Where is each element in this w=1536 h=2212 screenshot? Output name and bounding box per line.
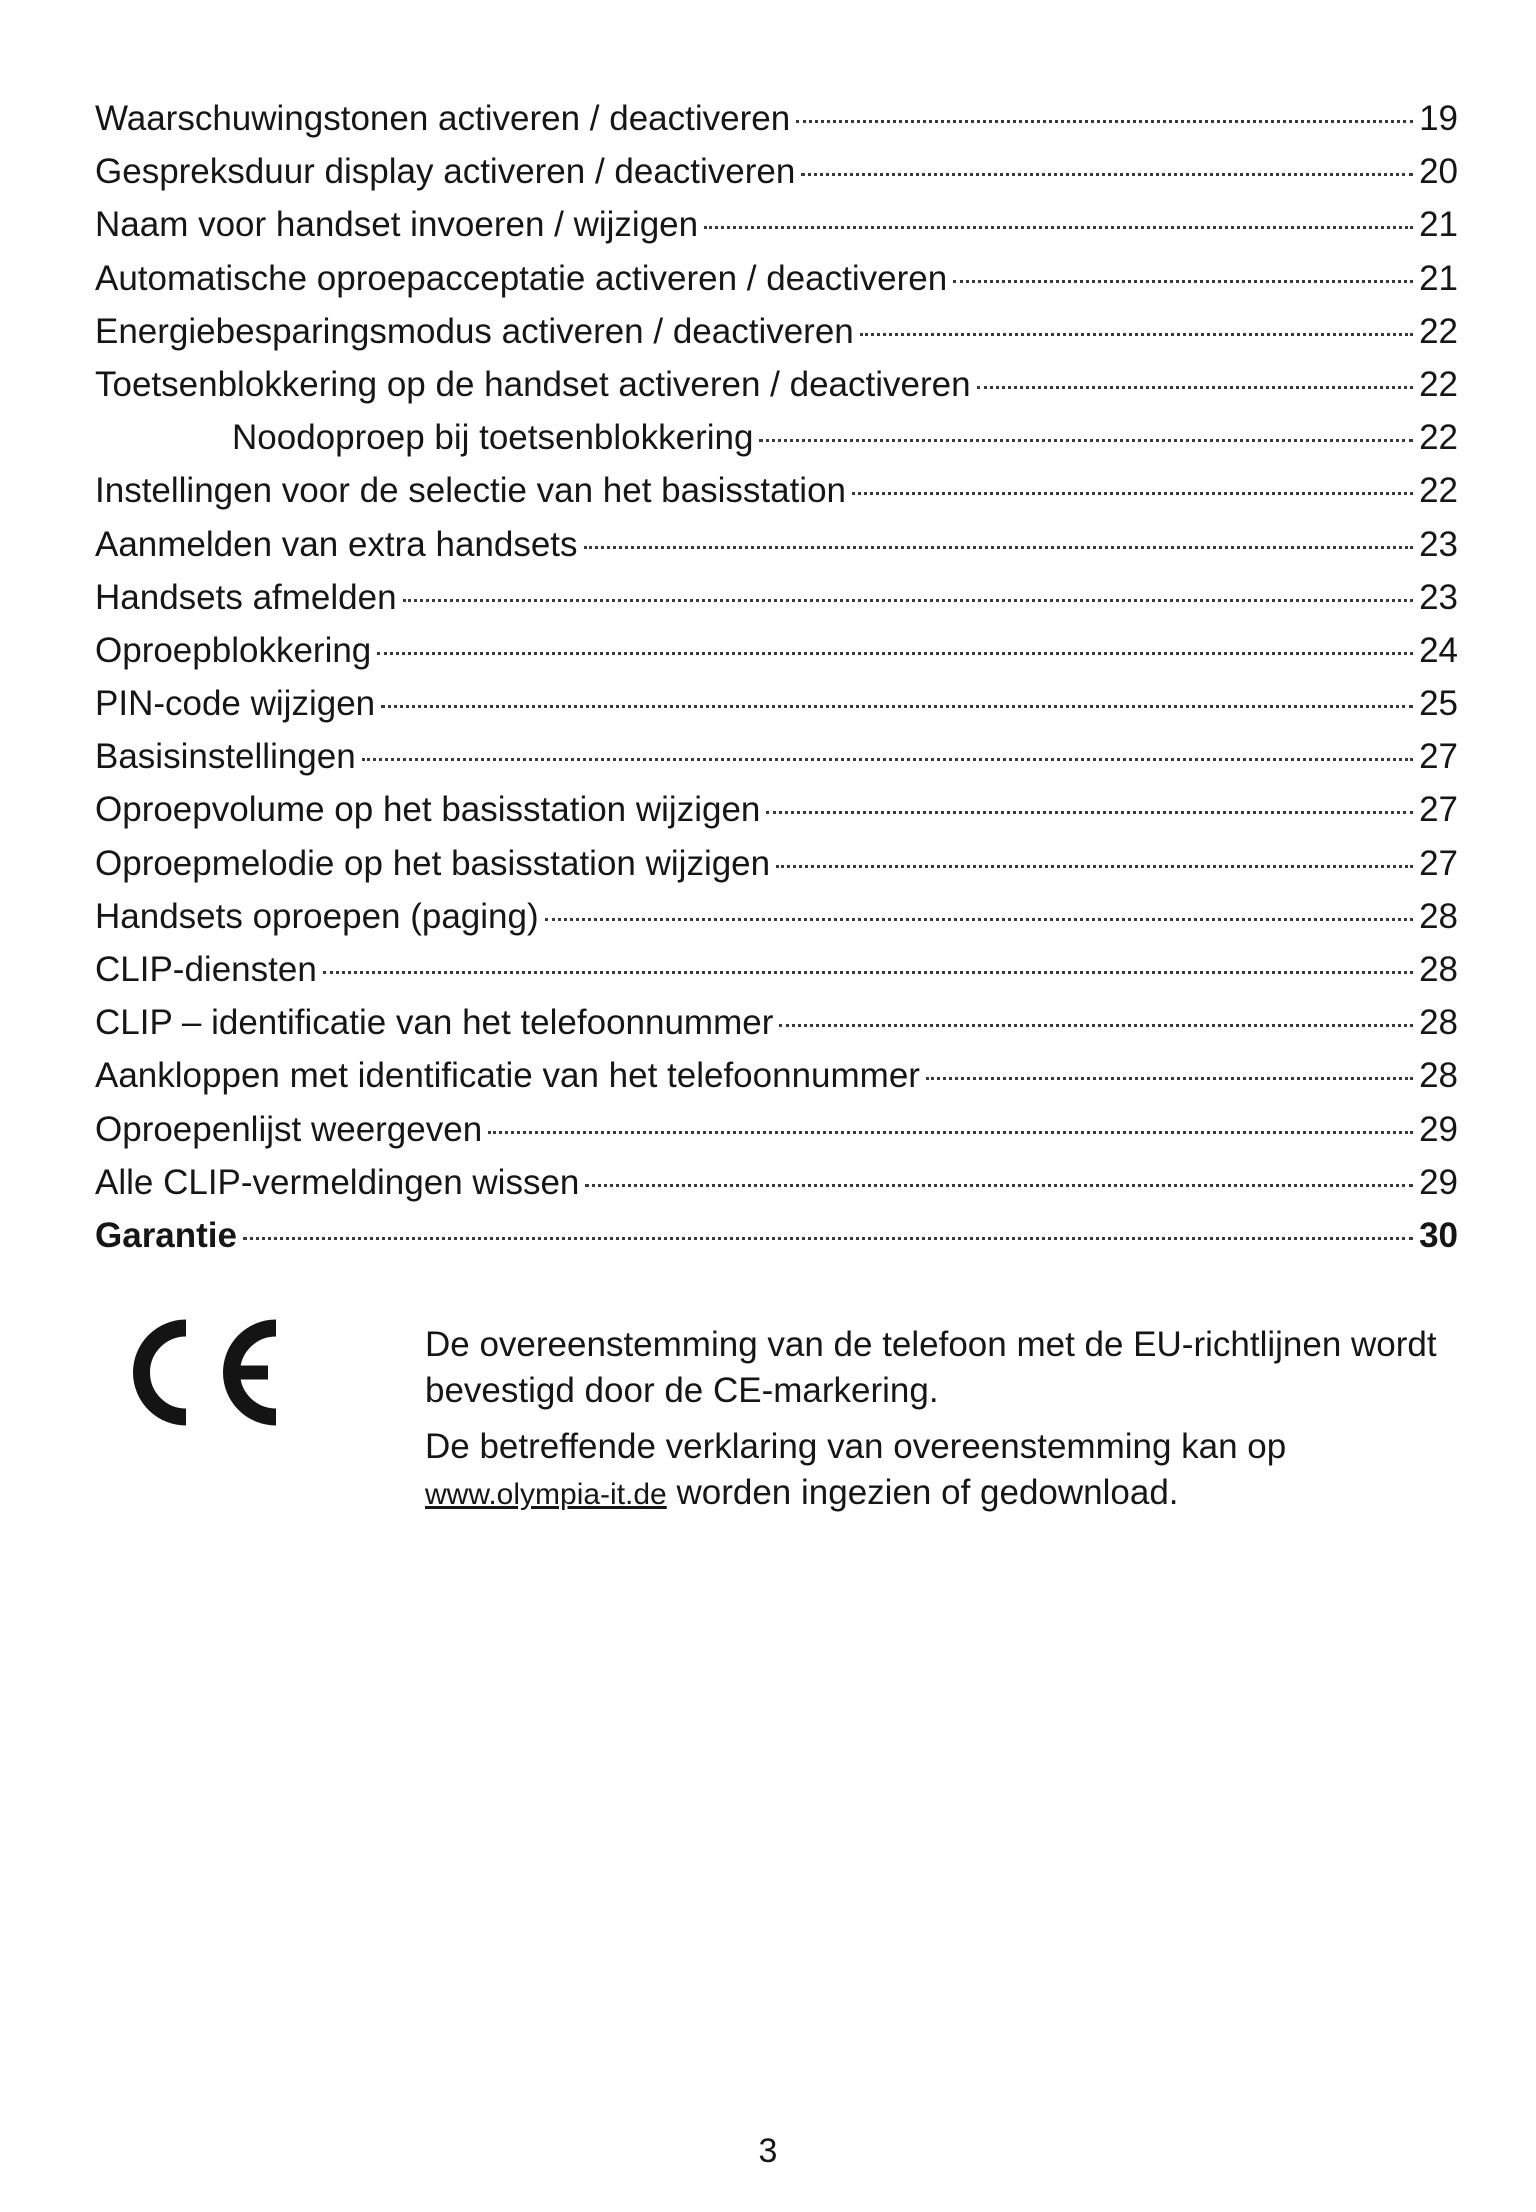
toc-entry-label: Aankloppen met identificatie van het telefoonnummer	[95, 1056, 920, 1096]
toc-entry[interactable]	[95, 571, 1458, 624]
toc-entry-label: Toetsenblokkering op de handset activeren / deactiveren	[95, 364, 971, 404]
toc-entry-label: Noodoproep bij toetsenblokkering	[232, 418, 754, 458]
toc-entry[interactable]	[95, 145, 1458, 198]
toc-entry-label: CLIP-diensten	[95, 950, 317, 989]
toc-entry-label: Alle CLIP-vermeldingen wissen	[95, 1162, 580, 1202]
toc-entry[interactable]	[95, 92, 1458, 145]
toc-entry-page: 23	[1419, 524, 1458, 564]
toc-entry[interactable]	[95, 518, 1458, 571]
page-number: 3	[758, 2132, 778, 2170]
toc-entry[interactable]	[95, 783, 1458, 836]
toc-entry-page: 28	[1419, 1003, 1458, 1043]
toc-dot-leader	[926, 1077, 1413, 1080]
toc-entry-label: Basisinstellingen	[95, 737, 356, 777]
toc-entry[interactable]	[95, 624, 1458, 677]
toc-entry-page: 27	[1419, 790, 1458, 830]
toc-entry-page: 29	[1419, 1109, 1458, 1149]
conformity-text-2	[425, 1424, 1455, 1518]
toc-entry[interactable]	[95, 1103, 1458, 1156]
toc-entry-label: Instellingen voor de selectie van het basisstation	[95, 471, 847, 511]
toc-entry-page: 28	[1419, 896, 1458, 936]
toc-entry-label: Oproepblokkering	[95, 630, 372, 670]
toc-entry-page: 21	[1419, 205, 1458, 245]
toc-entry-label: Aanmelden van extra handsets	[95, 524, 578, 564]
toc-entry[interactable]	[95, 252, 1458, 305]
conformity-text-2-suffix: worden ingezien of gedownload.	[676, 1473, 1179, 1512]
toc-entry-page: 30	[1419, 1215, 1458, 1255]
toc-entry-page: 22	[1419, 471, 1458, 511]
toc-entry-page: 28	[1419, 1056, 1458, 1096]
toc-entry-label: Oproepvolume op het basisstation wijzigen	[95, 790, 761, 830]
toc-entry[interactable]	[95, 943, 1458, 996]
toc-dot-leader	[796, 120, 1413, 123]
toc-entry-label: Oproepenlijst weergeven	[95, 1109, 483, 1149]
toc-entry-page: 29	[1419, 1162, 1458, 1202]
table-of-contents	[95, 92, 1458, 1262]
toc-entry[interactable]	[95, 996, 1458, 1049]
olympia-website-link[interactable]: www.olympia-it.de	[425, 1478, 667, 1511]
toc-dot-leader	[545, 918, 1413, 921]
toc-dot-leader	[766, 811, 1413, 814]
toc-entry-page: 25	[1419, 684, 1458, 724]
toc-dot-leader	[704, 226, 1413, 229]
toc-dot-leader	[584, 546, 1414, 549]
toc-dot-leader	[323, 971, 1413, 974]
toc-entry-page: 21	[1419, 258, 1458, 298]
toc-dot-leader	[977, 386, 1413, 389]
toc-dot-leader	[776, 865, 1413, 868]
conformity-text-1: De overeenstemming van de telefoon met de EU-richtlijnen wordt bevestigd door de CE-markering.	[425, 1325, 1437, 1410]
toc-entry-label: Energiebesparingsmodus activeren / deactiveren	[95, 311, 854, 351]
toc-dot-leader	[377, 652, 1413, 655]
toc-dot-leader	[852, 492, 1413, 495]
toc-entry-label: Oproepmelodie op het basisstation wijzigen	[95, 843, 771, 883]
toc-dot-leader	[801, 173, 1413, 176]
toc-entry-page: 22	[1419, 364, 1458, 404]
toc-dot-leader	[403, 599, 1413, 602]
toc-entry-page: 28	[1419, 950, 1458, 989]
toc-entry-page: 22	[1419, 418, 1458, 458]
ce-mark-icon	[128, 1310, 298, 1435]
toc-entry[interactable]	[95, 890, 1458, 943]
toc-entry-label: Garantie	[95, 1215, 237, 1255]
toc-entry-label: Gespreksduur display activeren / deactiveren	[95, 152, 796, 192]
toc-entry-label: Automatische oproepacceptatie activeren / deactiveren	[95, 258, 948, 298]
toc-entry-page: 27	[1419, 843, 1458, 883]
toc-dot-leader	[381, 705, 1413, 708]
toc-entry-label: PIN-code wijzigen	[95, 684, 376, 724]
toc-entry-label: CLIP – identificatie van het telefoonnummer	[95, 1003, 774, 1043]
toc-entry-page: 27	[1419, 737, 1458, 777]
toc-dot-leader	[362, 758, 1413, 761]
toc-entry-page: 20	[1419, 152, 1458, 192]
toc-entry[interactable]	[95, 411, 1458, 464]
toc-entry-label: Handsets oproepen (paging)	[95, 896, 539, 936]
toc-entry-label: Handsets afmelden	[95, 577, 397, 617]
toc-entry-page: 22	[1419, 311, 1458, 351]
toc-entry[interactable]	[95, 198, 1458, 251]
conformity-text-2-prefix: De betreffende verklaring van overeenstemming kan op	[425, 1427, 1287, 1466]
toc-dot-leader	[759, 439, 1413, 442]
toc-entry[interactable]	[95, 1049, 1458, 1102]
toc-dot-leader	[488, 1131, 1413, 1134]
toc-dot-leader	[779, 1024, 1413, 1027]
toc-entry[interactable]	[95, 1209, 1458, 1262]
toc-entry[interactable]	[95, 837, 1458, 890]
toc-entry[interactable]	[95, 464, 1458, 517]
toc-entry[interactable]	[95, 677, 1458, 730]
toc-entry[interactable]	[95, 1156, 1458, 1209]
toc-entry[interactable]	[95, 358, 1458, 411]
toc-entry[interactable]	[95, 305, 1458, 358]
toc-entry-page: 23	[1419, 577, 1458, 617]
toc-dot-leader	[585, 1184, 1413, 1187]
toc-entry-label: Naam voor handset invoeren / wijzigen	[95, 205, 699, 245]
conformity-statement	[425, 1322, 1455, 1518]
toc-dot-leader	[243, 1237, 1413, 1240]
toc-entry[interactable]	[95, 730, 1458, 783]
toc-entry-page: 19	[1419, 99, 1458, 138]
toc-entry-page: 24	[1419, 630, 1458, 670]
toc-dot-leader	[860, 333, 1413, 336]
toc-entry-label: Waarschuwingstonen activeren / deactiveren	[95, 99, 791, 138]
toc-dot-leader	[953, 280, 1413, 283]
